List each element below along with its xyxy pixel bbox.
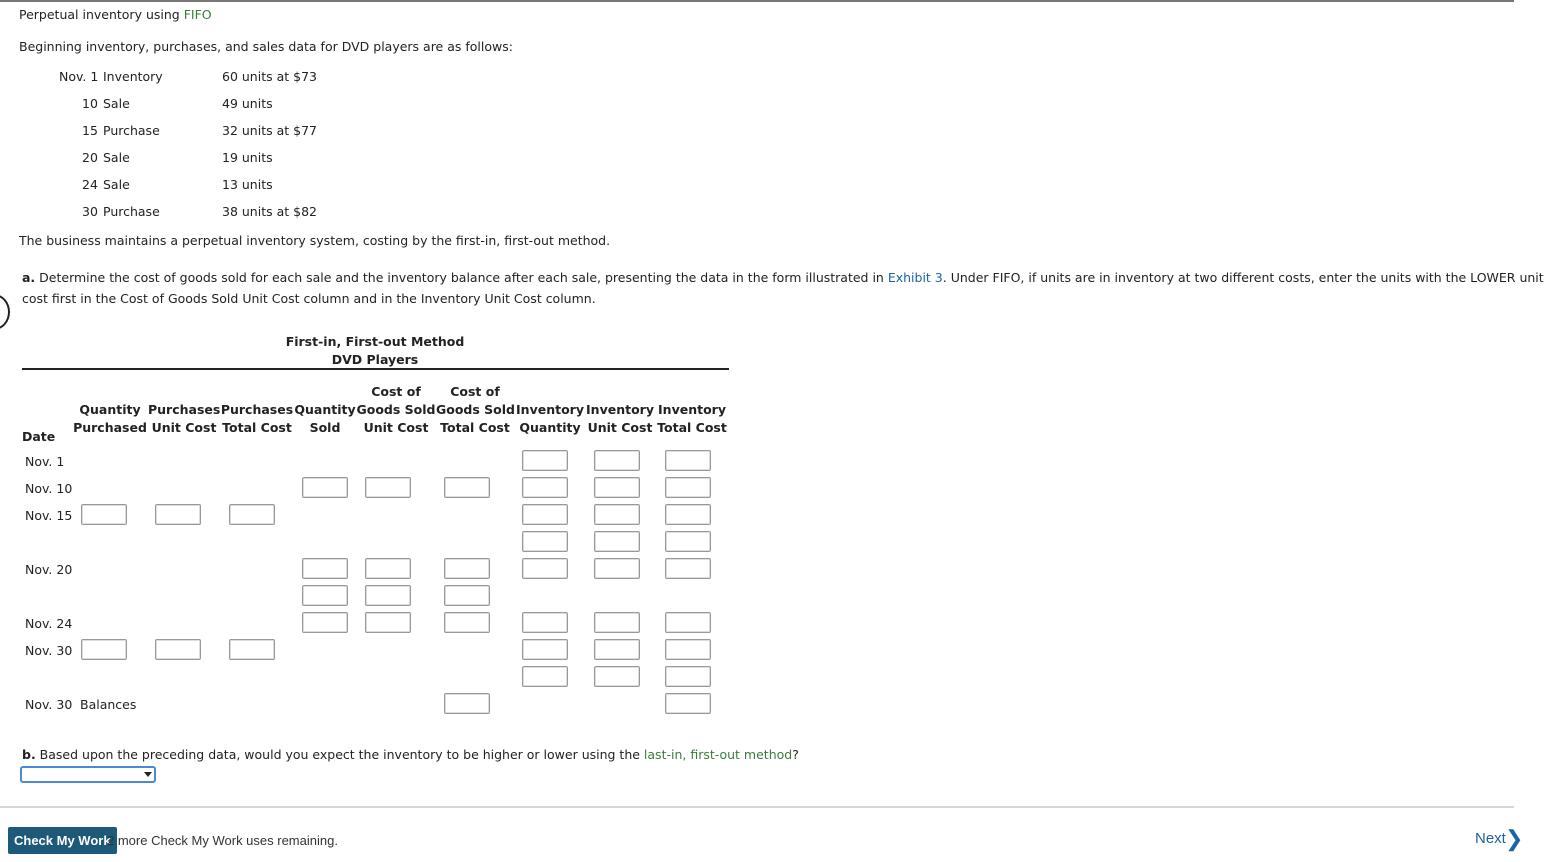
col-header-qty-purchased: Quantity Purchased xyxy=(73,402,147,435)
part-b-text: Based upon the preceding data, would you expect the inventory to be higher or lower using the xyxy=(35,747,644,762)
schedule-date: 24 xyxy=(82,177,98,192)
schedule-date: 30 xyxy=(82,204,98,219)
inventory-qty-input[interactable] xyxy=(522,531,568,552)
qty-purchased-input[interactable] xyxy=(81,504,127,525)
cogs-unit-cost-input[interactable] xyxy=(365,558,411,579)
remaining-attempts-text: 2 more Check My Work uses remaining. xyxy=(107,833,338,848)
higher-lower-dropdown[interactable] xyxy=(20,766,156,783)
row-date: Nov. 20 xyxy=(25,562,73,577)
footer-divider xyxy=(0,806,1514,808)
schedule-event: Sale xyxy=(103,177,130,192)
part-b-text: ? xyxy=(792,747,799,762)
inventory-qty-input[interactable] xyxy=(522,612,568,633)
purchases-unit-cost-input[interactable] xyxy=(155,639,201,660)
inventory-qty-input[interactable] xyxy=(522,450,568,471)
inventory-unit-cost-input[interactable] xyxy=(594,450,640,471)
part-a-text: Determine the cost of goods sold for each sale and the inventory balance after each sale, presenting the data in the form illustrated in xyxy=(35,270,888,285)
col-header-purchases-total-cost: Purchases Total Cost xyxy=(220,402,294,435)
inventory-unit-cost-input[interactable] xyxy=(594,666,640,687)
inventory-unit-cost-input[interactable] xyxy=(594,477,640,498)
method-note: The business maintains a perpetual inventory system, costing by the first-in, first-out method. xyxy=(19,233,611,248)
inventory-unit-cost-input[interactable] xyxy=(594,639,640,660)
col-header-cogs-unit-cost: Cost of Goods Sold Unit Cost xyxy=(356,384,436,435)
row-date: Nov. 30 xyxy=(25,697,73,712)
col-header-inventory-total-cost: Inventory Total Cost xyxy=(657,402,727,435)
col-header-inventory-qty: Inventory Quantity xyxy=(516,402,584,435)
cogs-unit-cost-input[interactable] xyxy=(365,585,411,606)
purchases-total-cost-input[interactable] xyxy=(229,504,275,525)
inventory-unit-cost-input[interactable] xyxy=(594,612,640,633)
cogs-total-cost-input[interactable] xyxy=(444,612,490,633)
qty-sold-input[interactable] xyxy=(302,585,348,606)
col-header-qty-sold: Quantity Sold xyxy=(294,402,356,435)
schedule-event: Inventory xyxy=(103,69,163,84)
problem-title xyxy=(19,7,212,22)
part-a-text: . Under FIFO, if units are in inventory at two different costs, enter the units with the LOWER unit xyxy=(942,270,1544,285)
top-border xyxy=(0,0,1514,2)
row-date: Nov. 15 xyxy=(25,508,73,523)
title-prefix: Perpetual inventory using xyxy=(19,7,184,22)
schedule-date: 20 xyxy=(82,150,98,165)
inventory-unit-cost-input[interactable] xyxy=(594,504,640,525)
inventory-unit-cost-input[interactable] xyxy=(594,558,640,579)
schedule-detail: 38 units at $82 xyxy=(222,204,317,219)
schedule-detail: 60 units at $73 xyxy=(222,69,317,84)
cogs-total-cost-input[interactable] xyxy=(444,477,490,498)
purchases-total-cost-input[interactable] xyxy=(229,639,275,660)
part-a-label: a. xyxy=(22,270,36,285)
schedule-date: 10 xyxy=(82,96,98,111)
col-header-cogs-total-cost: Cost of Goods Sold Total Cost xyxy=(436,384,515,435)
inventory-total-cost-input[interactable] xyxy=(665,639,711,660)
cogs-unit-cost-input[interactable] xyxy=(365,612,411,633)
inventory-total-cost-input[interactable] xyxy=(665,612,711,633)
purchases-unit-cost-input[interactable] xyxy=(155,504,201,525)
schedule-event: Sale xyxy=(103,150,130,165)
lifo-link[interactable]: last-in, first-out method xyxy=(643,747,793,762)
balances-label: Balances xyxy=(80,697,137,712)
schedule-event: Purchase xyxy=(103,204,160,219)
inventory-total-cost-input[interactable] xyxy=(665,666,711,687)
partial-circle-icon xyxy=(0,294,10,330)
part-b-question xyxy=(22,747,799,762)
row-date: Nov. 10 xyxy=(25,481,73,496)
col-header-date: Date xyxy=(22,429,56,444)
row-date: Nov. 30 xyxy=(25,643,73,658)
schedule-date: Nov. 1 xyxy=(59,69,99,84)
inventory-qty-input[interactable] xyxy=(522,639,568,660)
col-header-purchases-unit-cost: Purchases Unit Cost xyxy=(148,402,221,435)
schedule-detail: 19 units xyxy=(222,150,273,165)
inventory-total-cost-input[interactable] xyxy=(665,477,711,498)
intro-text: Beginning inventory, purchases, and sales data for DVD players are as follows: xyxy=(19,39,513,54)
check-my-work-button[interactable]: Check My Work xyxy=(8,827,117,854)
qty-sold-input[interactable] xyxy=(302,612,348,633)
cogs-total-cost-input[interactable] xyxy=(444,585,490,606)
inventory-unit-cost-input[interactable] xyxy=(594,531,640,552)
schedule-detail: 49 units xyxy=(222,96,273,111)
qty-purchased-input[interactable] xyxy=(81,639,127,660)
inventory-qty-input[interactable] xyxy=(522,666,568,687)
inventory-total-balance-input[interactable] xyxy=(665,693,711,714)
col-header-inventory-unit-cost: Inventory Unit Cost xyxy=(586,402,654,435)
part-a-text-line2: cost first in the Cost of Goods Sold Unit Cost column and in the Inventory Unit Cost column. xyxy=(22,291,596,306)
inventory-qty-input[interactable] xyxy=(522,504,568,525)
cogs-unit-cost-input[interactable] xyxy=(365,477,411,498)
part-a-instructions xyxy=(22,270,1544,285)
qty-sold-input[interactable] xyxy=(302,558,348,579)
inventory-total-cost-input[interactable] xyxy=(665,531,711,552)
cogs-total-cost-input[interactable] xyxy=(444,558,490,579)
inventory-qty-input[interactable] xyxy=(522,558,568,579)
schedule-event: Purchase xyxy=(103,123,160,138)
inventory-total-cost-input[interactable] xyxy=(665,450,711,471)
schedule-detail: 32 units at $77 xyxy=(222,123,317,138)
dropdown-caret-icon xyxy=(144,772,152,777)
chevron-right-icon[interactable]: ❯ xyxy=(1505,826,1524,851)
part-b-label: b. xyxy=(22,747,36,762)
schedule-detail: 13 units xyxy=(222,177,273,192)
inventory-qty-input[interactable] xyxy=(522,477,568,498)
fifo-link[interactable]: FIFO xyxy=(183,7,212,22)
schedule-date: 15 xyxy=(82,123,98,138)
next-button[interactable]: Next xyxy=(1475,830,1506,847)
row-date: Nov. 1 xyxy=(25,454,65,469)
exhibit-link[interactable]: Exhibit 3 xyxy=(887,270,943,285)
cogs-total-balance-input[interactable] xyxy=(444,693,490,714)
table-subtitle: DVD Players xyxy=(331,352,419,367)
schedule-event: Sale xyxy=(103,96,130,111)
row-date: Nov. 24 xyxy=(25,616,73,631)
inventory-total-cost-input[interactable] xyxy=(665,504,711,525)
table-title: First-in, First-out Method xyxy=(285,334,465,349)
qty-sold-input[interactable] xyxy=(302,477,348,498)
inventory-total-cost-input[interactable] xyxy=(665,558,711,579)
table-title-rule xyxy=(22,368,729,370)
